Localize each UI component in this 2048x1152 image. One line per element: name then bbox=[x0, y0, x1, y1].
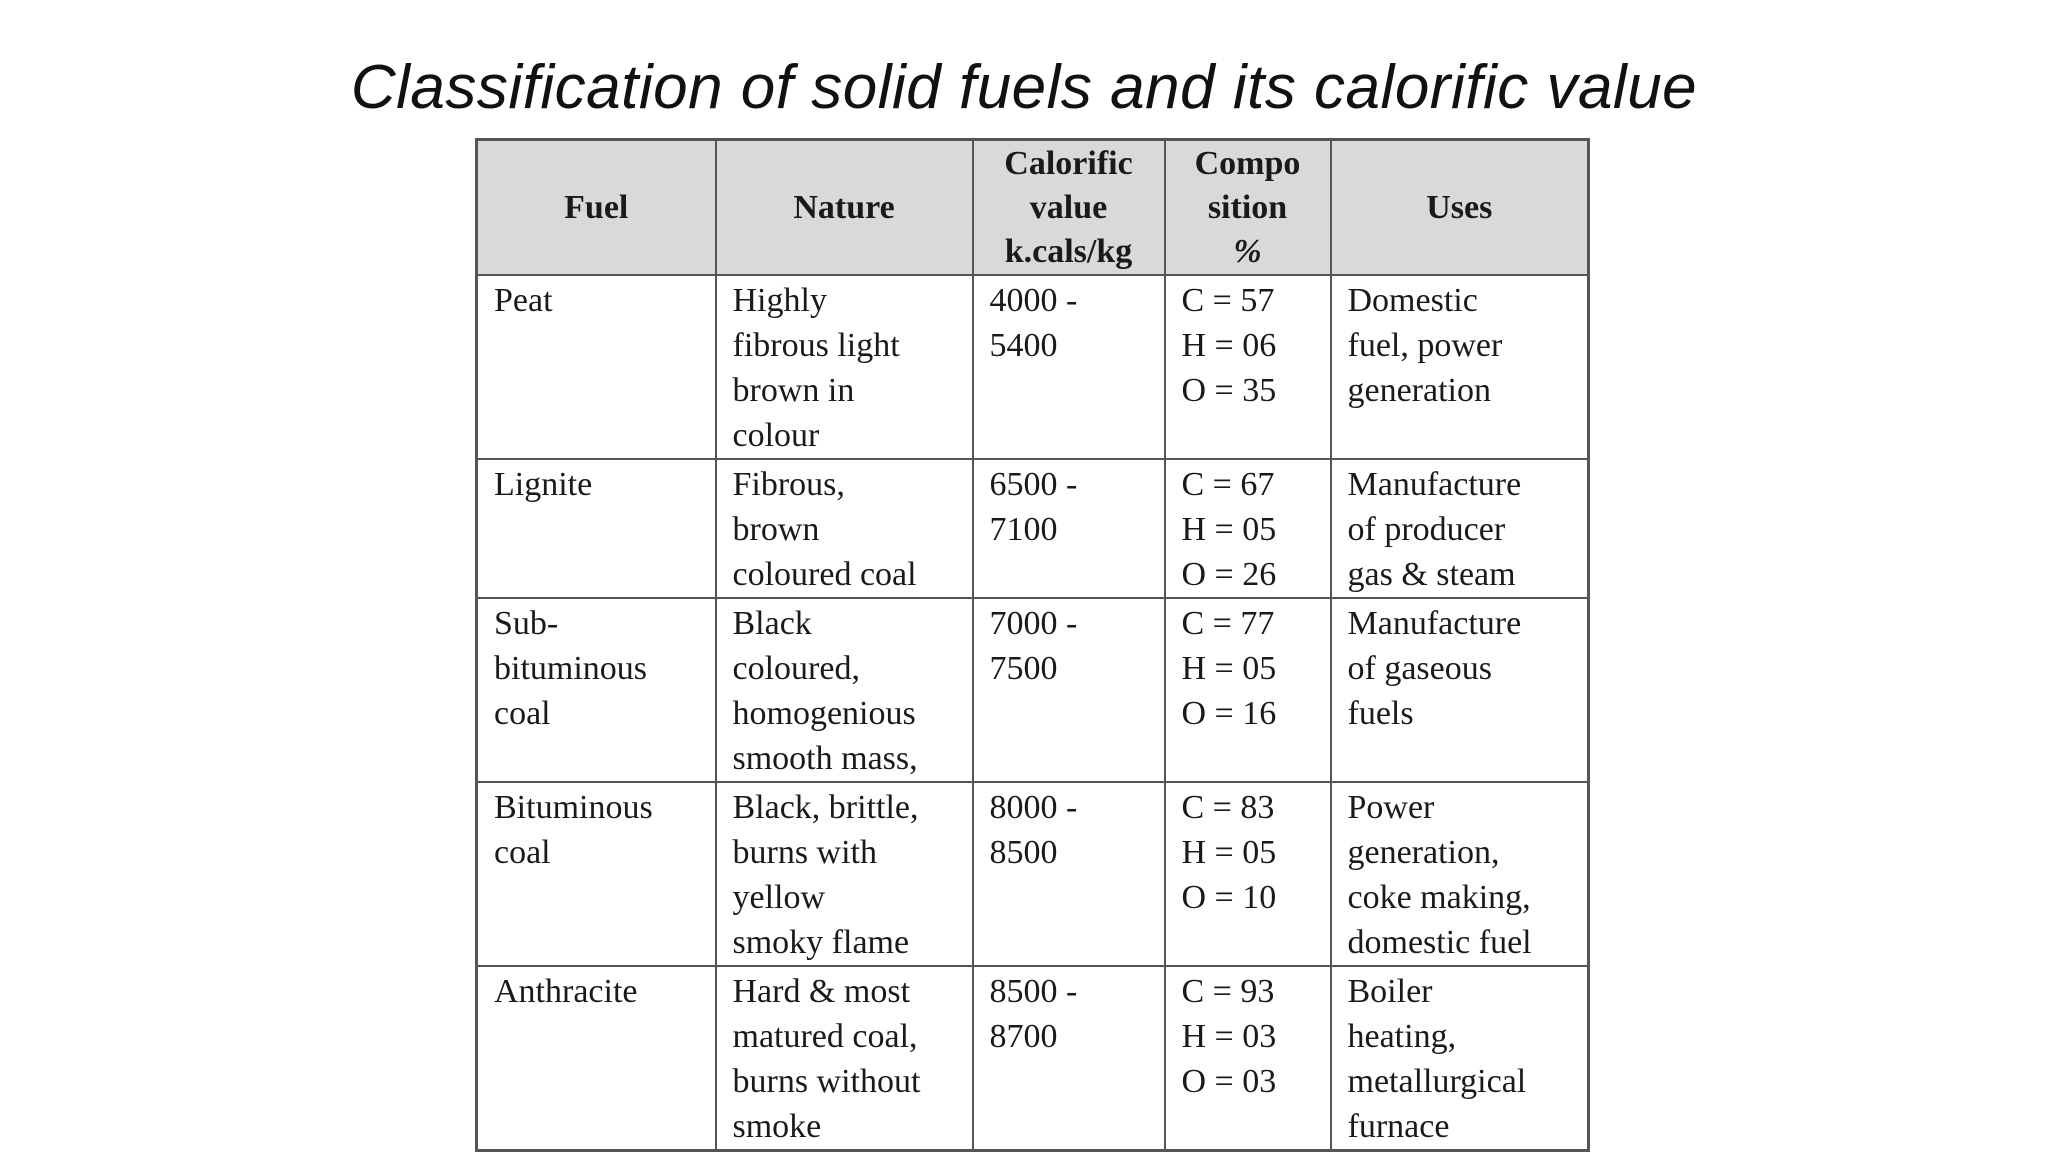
cell-calorific-value bbox=[973, 966, 1165, 1151]
cell-nature bbox=[716, 598, 973, 782]
table-row bbox=[477, 275, 1589, 459]
header-calorific-line: Calorific bbox=[1004, 144, 1133, 182]
cell-line: Boiler bbox=[1347, 973, 1433, 1010]
cell-line: H = 05 bbox=[1181, 511, 1277, 548]
cell-line: C = 67 bbox=[1181, 466, 1275, 503]
cell-composition bbox=[1165, 598, 1331, 782]
cell-line: brown in bbox=[732, 372, 855, 409]
table-row bbox=[477, 459, 1589, 598]
cell-line: coloured, bbox=[732, 650, 860, 687]
table-row bbox=[477, 966, 1589, 1151]
header-composition-line: sition bbox=[1207, 188, 1288, 226]
cell-uses bbox=[1331, 966, 1589, 1151]
fuel-classification-table bbox=[475, 138, 1590, 1152]
cell-line: 8700 bbox=[989, 1018, 1058, 1055]
cell-nature bbox=[716, 459, 973, 598]
cell-line: fibrous light bbox=[732, 327, 900, 364]
cell-line: fuel, power bbox=[1347, 327, 1503, 364]
cell-line: generation, bbox=[1347, 834, 1500, 871]
cell-line: bituminous bbox=[494, 650, 648, 687]
cell-fuel bbox=[477, 459, 716, 598]
cell-line: fuels bbox=[1347, 695, 1414, 732]
table-row bbox=[477, 782, 1589, 966]
cell-line: 6500 - bbox=[989, 466, 1078, 503]
cell-composition bbox=[1165, 966, 1331, 1151]
cell-line: matured coal, bbox=[732, 1018, 918, 1055]
cell-line: of producer bbox=[1347, 511, 1506, 548]
cell-nature bbox=[716, 966, 973, 1151]
header-fuel: Fuel bbox=[477, 140, 716, 276]
cell-line: O = 16 bbox=[1181, 695, 1277, 732]
header-calorific-line: k.cals/kg bbox=[1004, 232, 1133, 270]
cell-line: generation bbox=[1347, 372, 1491, 409]
cell-line: Sub- bbox=[494, 605, 559, 642]
cell-uses bbox=[1331, 275, 1589, 459]
cell-line: gas & steam bbox=[1347, 556, 1516, 593]
cell-line: colour bbox=[732, 417, 820, 454]
table-header-row bbox=[477, 140, 1589, 276]
cell-line: Domestic bbox=[1347, 282, 1478, 319]
cell-line: 4000 - bbox=[989, 282, 1078, 319]
cell-line: Bituminous bbox=[494, 789, 653, 826]
cell-fuel bbox=[477, 966, 716, 1151]
cell-line: 7100 bbox=[989, 511, 1058, 548]
cell-line: domestic fuel bbox=[1347, 924, 1532, 961]
cell-composition bbox=[1165, 459, 1331, 598]
cell-nature bbox=[716, 275, 973, 459]
cell-line: of gaseous bbox=[1347, 650, 1492, 687]
cell-uses bbox=[1331, 459, 1589, 598]
cell-line: Highly bbox=[732, 282, 827, 319]
cell-line: coke making, bbox=[1347, 879, 1531, 916]
cell-line: H = 05 bbox=[1181, 834, 1277, 871]
cell-fuel bbox=[477, 275, 716, 459]
cell-line: 7500 bbox=[989, 650, 1058, 687]
header-uses: Uses bbox=[1331, 140, 1589, 276]
header-composition-line: % bbox=[1233, 232, 1262, 270]
cell-line: yellow bbox=[732, 879, 826, 916]
cell-fuel bbox=[477, 782, 716, 966]
header-composition bbox=[1165, 140, 1331, 276]
cell-line: coal bbox=[494, 695, 551, 732]
cell-line: H = 06 bbox=[1181, 327, 1277, 364]
cell-line: O = 10 bbox=[1181, 879, 1277, 916]
cell-line: H = 05 bbox=[1181, 650, 1277, 687]
cell-line: Fibrous, bbox=[732, 466, 845, 503]
header-nature: Nature bbox=[716, 140, 973, 276]
cell-line: Manufacture bbox=[1347, 605, 1522, 642]
cell-line: O = 35 bbox=[1181, 372, 1277, 409]
cell-line: 8500 bbox=[989, 834, 1058, 871]
cell-line: C = 57 bbox=[1181, 282, 1275, 319]
cell-calorific-value bbox=[973, 275, 1165, 459]
cell-line: 7000 - bbox=[989, 605, 1078, 642]
cell-line: 8500 - bbox=[989, 973, 1078, 1010]
cell-line: burns with bbox=[732, 834, 877, 871]
cell-line: 5400 bbox=[989, 327, 1058, 364]
cell-line: Hard & most bbox=[732, 973, 911, 1010]
cell-line: O = 03 bbox=[1181, 1063, 1277, 1100]
cell-line: homogenious bbox=[732, 695, 916, 732]
slide-title: Classification of solid fuels and its calorific value bbox=[350, 53, 1698, 122]
cell-line: smoky flame bbox=[732, 924, 910, 961]
cell-line: H = 03 bbox=[1181, 1018, 1277, 1055]
cell-line: C = 83 bbox=[1181, 789, 1275, 826]
cell-line: O = 26 bbox=[1181, 556, 1277, 593]
cell-line: 8000 - bbox=[989, 789, 1078, 826]
cell-line: Anthracite bbox=[494, 973, 638, 1010]
cell-uses bbox=[1331, 782, 1589, 966]
cell-line: smooth mass, bbox=[732, 740, 918, 777]
cell-line: Black, brittle, bbox=[732, 789, 919, 826]
cell-line: furnace bbox=[1347, 1108, 1450, 1145]
cell-line: Power bbox=[1347, 789, 1435, 826]
cell-line: Manufacture bbox=[1347, 466, 1522, 503]
cell-line: C = 93 bbox=[1181, 973, 1275, 1010]
cell-line: smoke bbox=[732, 1108, 822, 1145]
cell-calorific-value bbox=[973, 598, 1165, 782]
cell-line: brown bbox=[732, 511, 820, 548]
cell-calorific-value bbox=[973, 459, 1165, 598]
cell-line: coal bbox=[494, 834, 551, 871]
cell-line: Black bbox=[732, 605, 812, 642]
header-calorific-line: value bbox=[1029, 188, 1108, 226]
cell-uses bbox=[1331, 598, 1589, 782]
cell-calorific-value bbox=[973, 782, 1165, 966]
cell-line: metallurgical bbox=[1347, 1063, 1527, 1100]
cell-nature bbox=[716, 782, 973, 966]
cell-composition bbox=[1165, 782, 1331, 966]
cell-line: burns without bbox=[732, 1063, 921, 1100]
cell-line: Lignite bbox=[494, 466, 593, 503]
cell-line: C = 77 bbox=[1181, 605, 1275, 642]
cell-line: heating, bbox=[1347, 1018, 1457, 1055]
cell-fuel bbox=[477, 598, 716, 782]
cell-line: coloured coal bbox=[732, 556, 917, 593]
cell-line: Peat bbox=[494, 282, 553, 319]
cell-composition bbox=[1165, 275, 1331, 459]
table-row bbox=[477, 598, 1589, 782]
header-calorific-value bbox=[973, 140, 1165, 276]
header-composition-line: Compo bbox=[1194, 144, 1301, 182]
